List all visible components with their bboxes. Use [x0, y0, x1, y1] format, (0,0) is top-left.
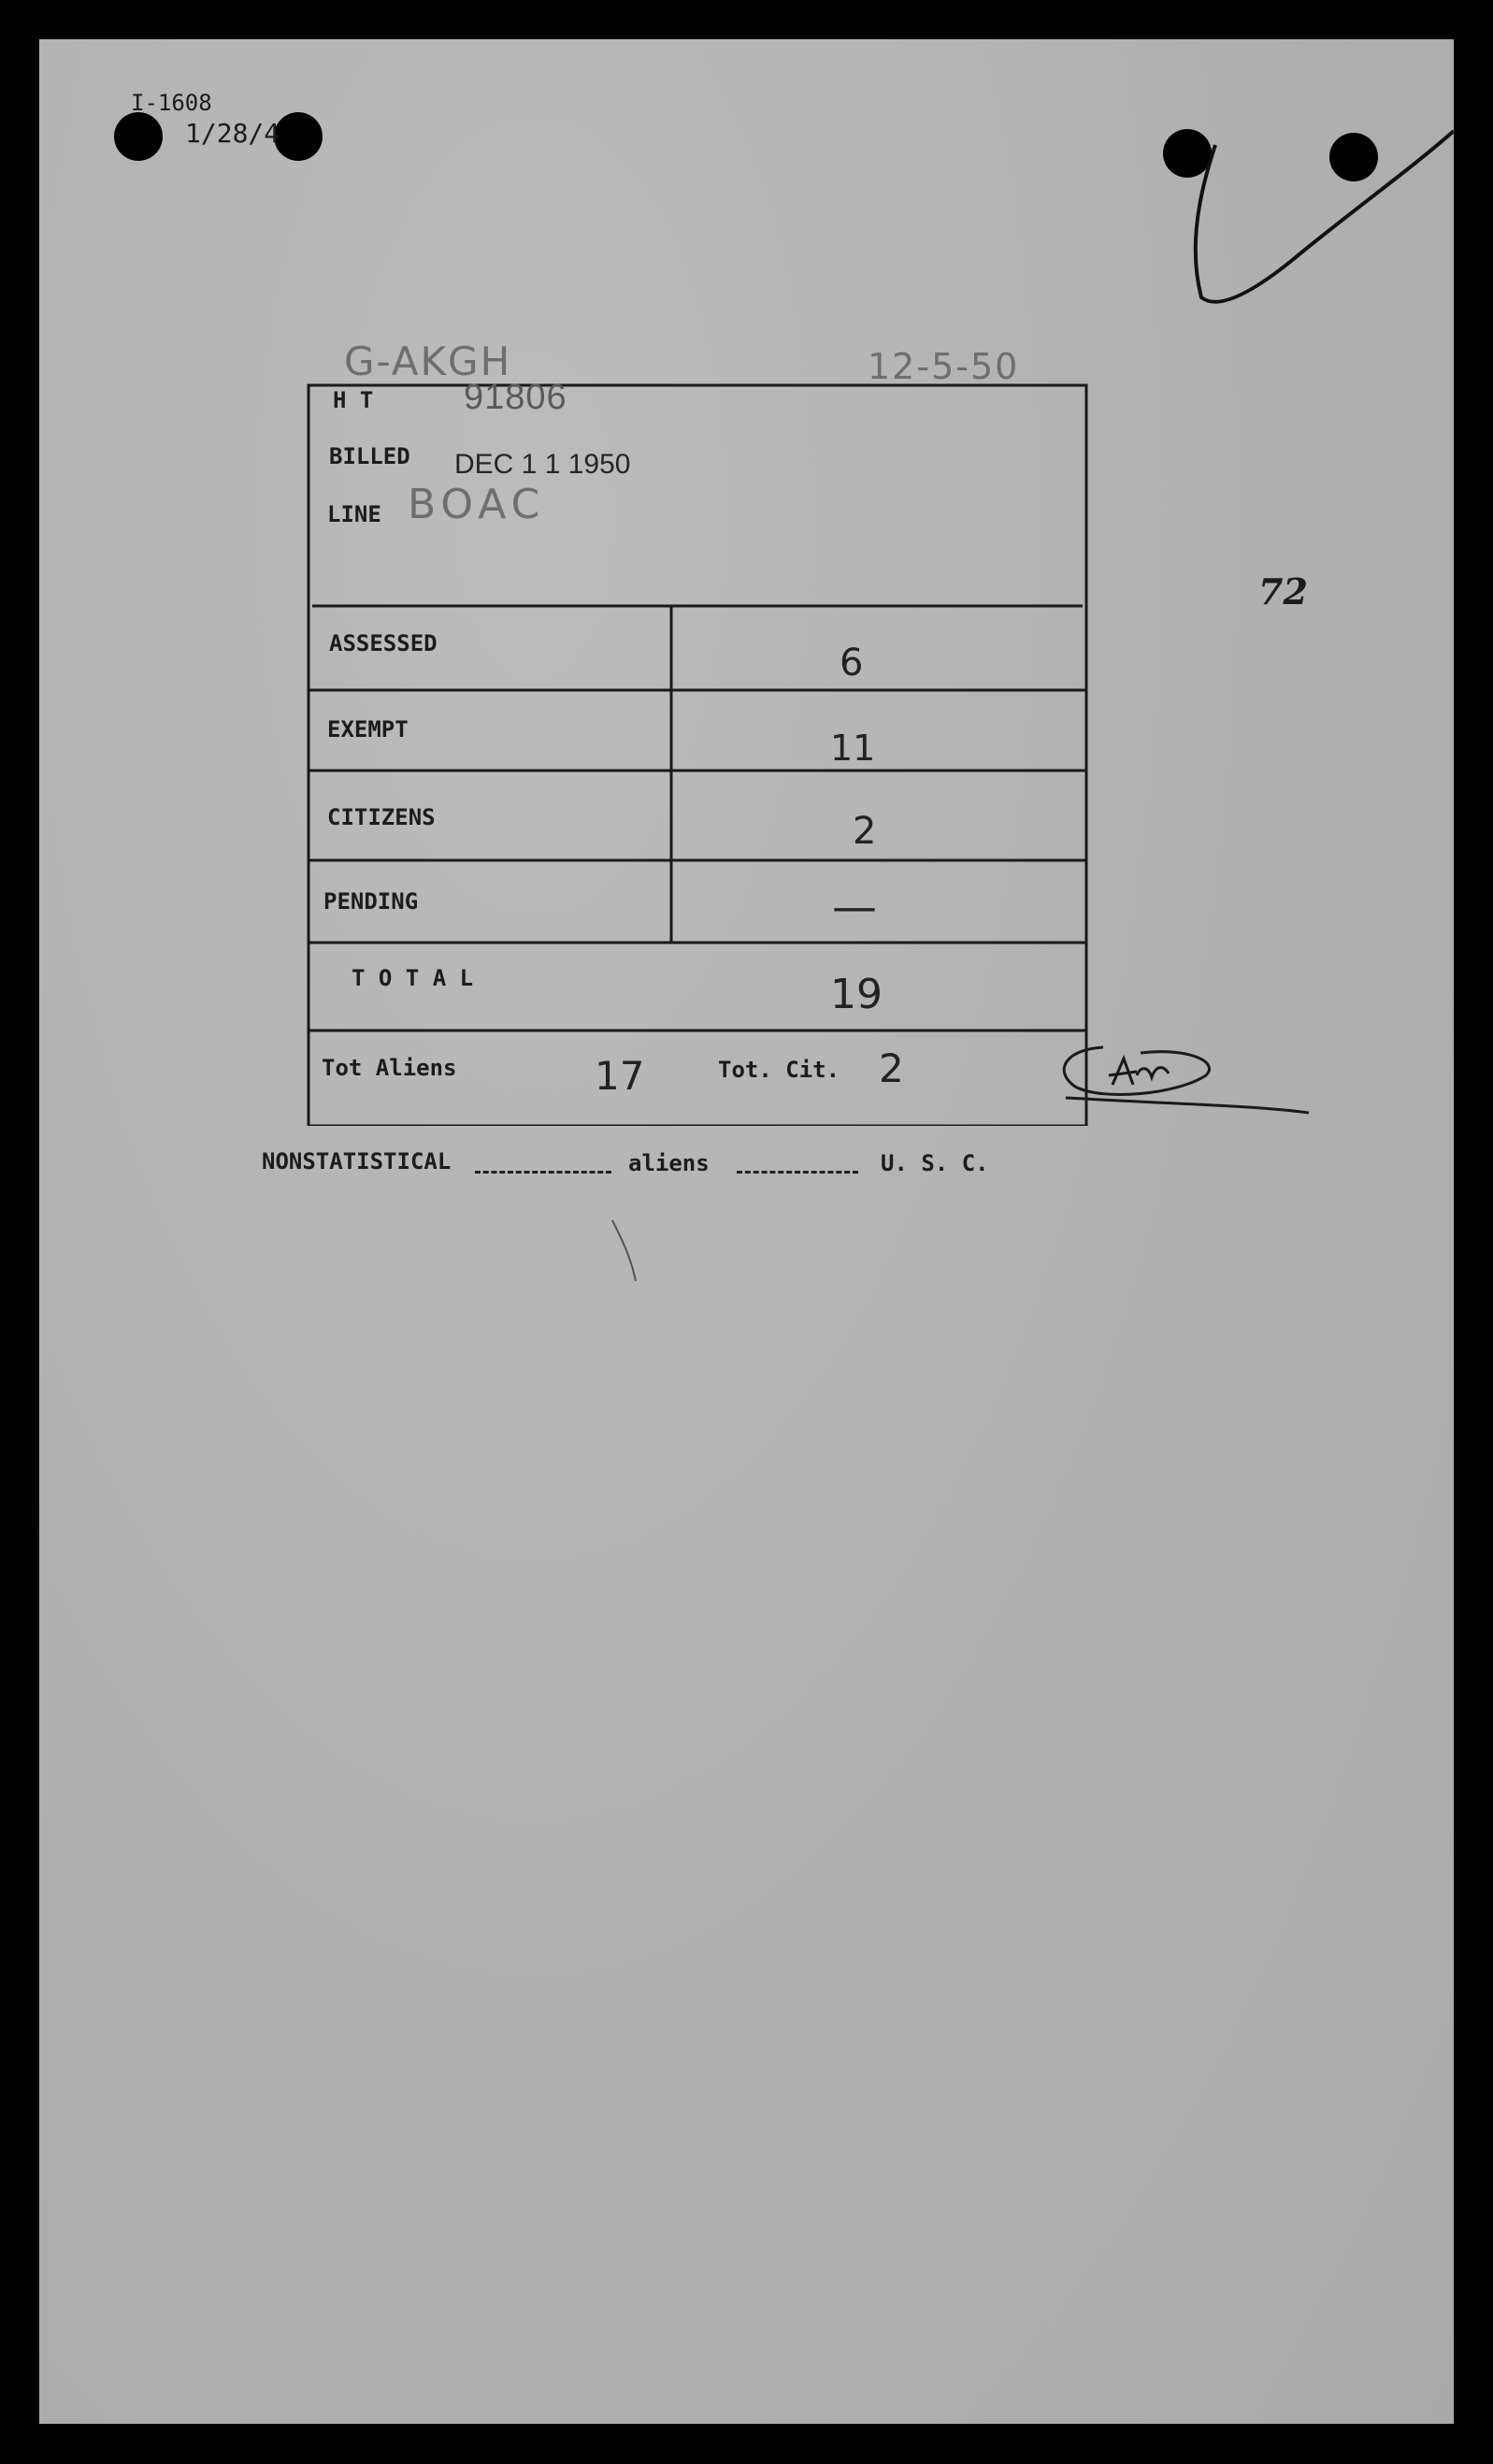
row-value-pending: —: [832, 881, 877, 933]
footer-usc-label: U. S. C.: [881, 1150, 989, 1176]
tot-cit-value: 2: [879, 1045, 904, 1091]
nonstatistical-blank: [475, 1171, 611, 1174]
form-number: I-1608: [131, 90, 212, 116]
billed-value: DEC 1 1 1950: [454, 449, 631, 480]
ht-label: H T: [333, 387, 374, 413]
inspector-initials: [1047, 1038, 1328, 1131]
tot-cit-label: Tot. Cit.: [718, 1057, 840, 1083]
row-label-pending: PENDING: [323, 888, 419, 915]
stray-mark: [608, 1216, 645, 1290]
line-value: BOAC: [408, 481, 546, 528]
row-label-assessed: ASSESSED: [329, 630, 438, 656]
row-label-exempt: EXEMPT: [327, 716, 409, 742]
row-label-citizens: CITIZENS: [327, 804, 436, 830]
aliens-blank: [737, 1171, 858, 1174]
total-value: 19: [830, 971, 883, 1018]
nonstatistical-label: NONSTATISTICAL: [262, 1148, 452, 1174]
tot-aliens-value: 17: [595, 1053, 645, 1099]
header-date: 12-5-50: [868, 346, 1020, 387]
tot-aliens-label: Tot Aliens: [322, 1055, 457, 1081]
manifest-summary-box: [307, 378, 1088, 1126]
billed-label: BILLED: [329, 443, 410, 469]
row-value-citizens: 2: [853, 810, 877, 853]
flight-code: G-AKGH: [344, 339, 512, 384]
form-rev-date: 1/28/4: [185, 118, 280, 149]
ht-value: 91806: [464, 378, 567, 417]
page-number: 72: [1258, 570, 1308, 612]
row-value-exempt: 11: [830, 728, 876, 769]
row-value-assessed: 6: [840, 641, 864, 684]
total-label: T O T A L: [352, 965, 474, 991]
check-mark: [0, 0, 1493, 374]
line-label: LINE: [327, 501, 381, 527]
footer-aliens-label: aliens: [628, 1150, 710, 1176]
